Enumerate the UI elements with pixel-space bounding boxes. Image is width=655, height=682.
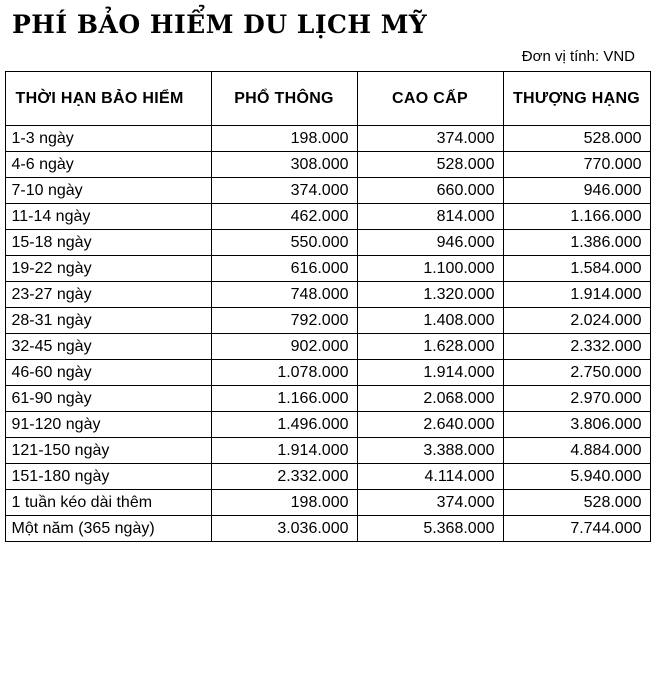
table-header [5,72,650,126]
cell-elite: 2.970.000 [503,386,650,412]
table-row [5,438,650,464]
cell-elite: 2.024.000 [503,308,650,334]
cell-premium: 528.000 [357,152,503,178]
cell-premium: 946.000 [357,230,503,256]
cell-elite: 528.000 [503,490,650,516]
cell-term: 32-45 ngày [5,334,211,360]
cell-term: 11-14 ngày [5,204,211,230]
cell-elite: 946.000 [503,178,650,204]
table-row [5,464,650,490]
cell-term: Một năm (365 ngày) [5,516,211,542]
cell-premium: 4.114.000 [357,464,503,490]
table-row [5,412,650,438]
cell-elite: 528.000 [503,126,650,152]
column-header-elite: THƯỢNG HẠNG [503,72,650,126]
cell-basic: 792.000 [211,308,357,334]
cell-basic: 198.000 [211,490,357,516]
cell-term: 1-3 ngày [5,126,211,152]
cell-premium: 814.000 [357,204,503,230]
table-body [5,126,650,542]
cell-basic: 198.000 [211,126,357,152]
cell-term: 91-120 ngày [5,412,211,438]
table-header-row [5,72,650,126]
cell-basic: 1.496.000 [211,412,357,438]
cell-basic: 374.000 [211,178,357,204]
cell-basic: 616.000 [211,256,357,282]
table-row [5,334,650,360]
cell-term: 4-6 ngày [5,152,211,178]
cell-elite: 2.332.000 [503,334,650,360]
cell-term: 46-60 ngày [5,360,211,386]
table-row [5,308,650,334]
cell-basic: 748.000 [211,282,357,308]
cell-term: 7-10 ngày [5,178,211,204]
currency-unit-note: Đơn vị tính: VND [521,48,635,65]
cell-basic: 1.914.000 [211,438,357,464]
cell-term: 15-18 ngày [5,230,211,256]
cell-term: 23-27 ngày [5,282,211,308]
cell-elite: 4.884.000 [503,438,650,464]
cell-elite: 1.166.000 [503,204,650,230]
cell-premium: 1.914.000 [357,360,503,386]
table-row [5,126,650,152]
cell-premium: 2.068.000 [357,386,503,412]
cell-term: 61-90 ngày [5,386,211,412]
cell-basic: 2.332.000 [211,464,357,490]
table-row [5,178,650,204]
cell-basic: 308.000 [211,152,357,178]
cell-term: 28-31 ngày [5,308,211,334]
cell-elite: 1.386.000 [503,230,650,256]
cell-elite: 2.750.000 [503,360,650,386]
cell-elite: 5.940.000 [503,464,650,490]
column-header-basic: PHỔ THÔNG [211,72,357,126]
cell-premium: 3.388.000 [357,438,503,464]
insurance-rate-table [5,71,651,542]
table-row [5,360,650,386]
cell-term: 121-150 ngày [5,438,211,464]
table-row [5,230,650,256]
cell-basic: 550.000 [211,230,357,256]
cell-basic: 3.036.000 [211,516,357,542]
cell-basic: 1.166.000 [211,386,357,412]
cell-basic: 462.000 [211,204,357,230]
cell-premium: 374.000 [357,126,503,152]
cell-premium: 2.640.000 [357,412,503,438]
cell-elite: 3.806.000 [503,412,650,438]
cell-premium: 1.628.000 [357,334,503,360]
cell-basic: 902.000 [211,334,357,360]
cell-basic: 1.078.000 [211,360,357,386]
cell-premium: 374.000 [357,490,503,516]
table-row [5,490,650,516]
cell-elite: 1.584.000 [503,256,650,282]
table-row [5,152,650,178]
cell-premium: 1.320.000 [357,282,503,308]
cell-premium: 1.100.000 [357,256,503,282]
table-row [5,386,650,412]
column-header-term: THỜI HẠN BẢO HIỂM [5,72,211,126]
cell-term: 1 tuần kéo dài thêm [5,490,211,516]
cell-premium: 5.368.000 [357,516,503,542]
table-row [5,282,650,308]
cell-term: 151-180 ngày [5,464,211,490]
column-header-premium: CAO CẤP [357,72,503,126]
cell-premium: 1.408.000 [357,308,503,334]
table-row [5,516,650,542]
cell-elite: 1.914.000 [503,282,650,308]
table-row [5,204,650,230]
cell-elite: 770.000 [503,152,650,178]
cell-term: 19-22 ngày [5,256,211,282]
table-row [5,256,650,282]
cell-elite: 7.744.000 [503,516,650,542]
cell-premium: 660.000 [357,178,503,204]
page-title: PHÍ BẢO HIỂM DU LỊCH MỸ [12,10,428,39]
